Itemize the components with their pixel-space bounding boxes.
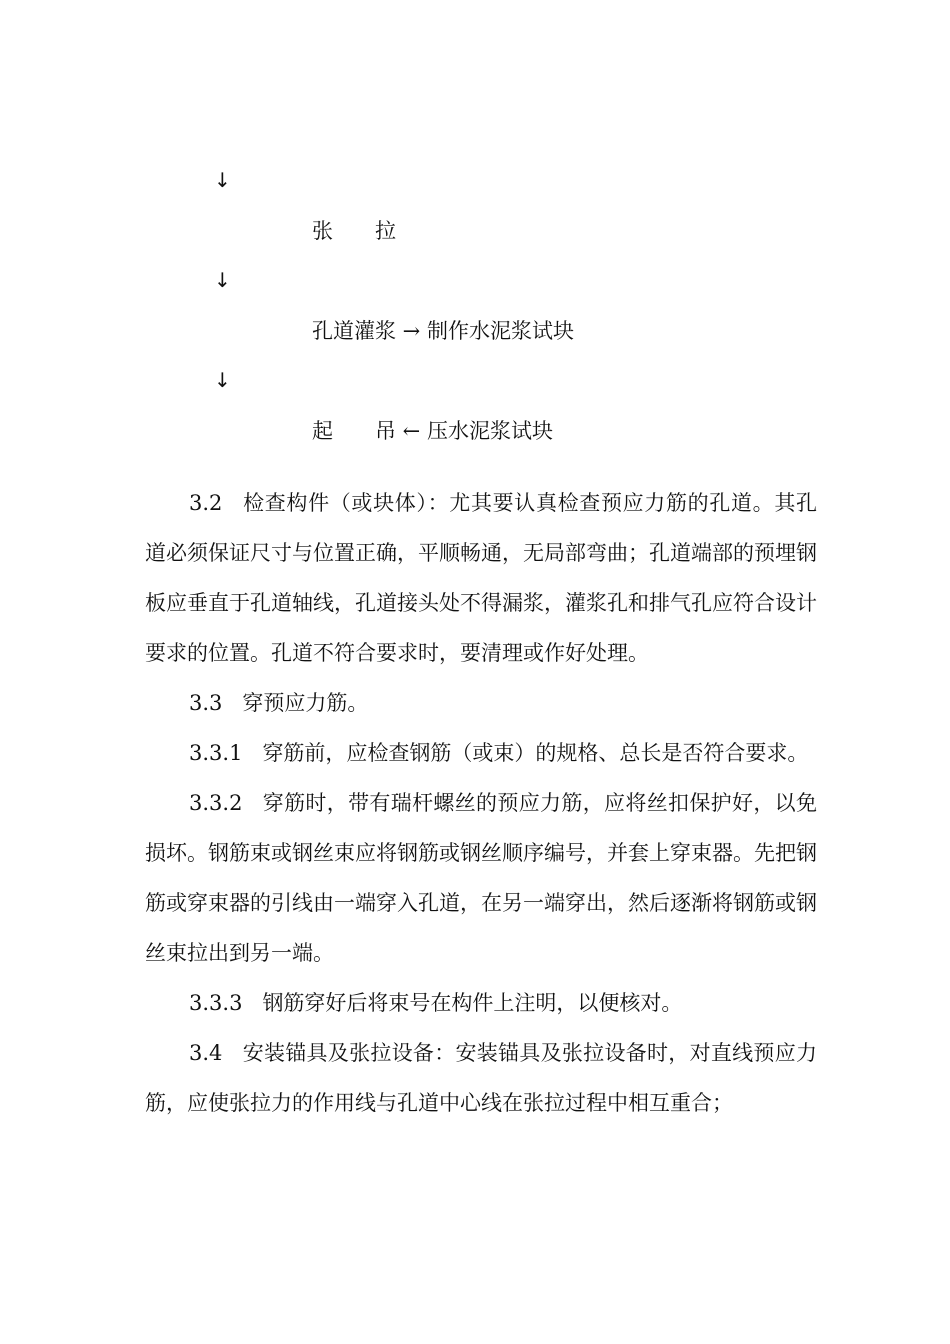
document-body — [145, 478, 817, 1128]
flow-step-lifting: 起 吊 ← 压水泥浆试块 — [312, 419, 553, 443]
down-arrow-icon: ↓ — [214, 168, 231, 192]
paragraph-text: 钢筋穿好后将束号在构件上注明，以便核对。 — [262, 991, 683, 1015]
section-number: 3.4 — [189, 1041, 223, 1065]
section-number: 3.3 — [189, 691, 223, 715]
paragraph-text: 穿筋时，带有瑞杆螺丝的预应力筋，应将丝扣保护好，以免损坏。钢筋束或钢丝束应将钢筋或钢丝顺序编号，并套上穿束器。先把钢筋或穿束器的引线由一端穿入孔道，在另一端穿出，然后逐渐将钢筋或钢丝束拉出到另一端。 — [145, 791, 817, 965]
paragraph — [145, 778, 817, 978]
paragraph — [145, 478, 817, 678]
paragraph-text: 穿筋前，应检查钢筋（或束）的规格、总长是否符合要求。 — [262, 741, 809, 765]
paragraph-text: 穿预应力筋。 — [242, 691, 369, 715]
paragraph-text: 安装锚具及张拉设备：安装锚具及张拉设备时，对直线预应力筋，应使张拉力的作用线与孔道中心线在张拉过程中相互重合； — [145, 1041, 817, 1115]
down-arrow-icon: ↓ — [214, 368, 231, 392]
down-arrow-icon: ↓ — [214, 268, 231, 292]
paragraph — [145, 978, 817, 1028]
paragraph — [145, 728, 817, 778]
flow-step-tension: 张 拉 — [312, 219, 396, 243]
paragraph — [145, 1028, 817, 1128]
section-number: 3.3.1 — [189, 741, 243, 765]
paragraph — [145, 678, 817, 728]
section-number: 3.3.3 — [189, 991, 243, 1015]
section-number: 3.3.2 — [189, 791, 243, 815]
flow-step-grouting: 孔道灌浆 → 制作水泥浆试块 — [312, 319, 574, 343]
paragraph-text: 检查构件（或块体）：尤其要认真检查预应力筋的孔道。其孔道必须保证尺寸与位置正确，平顺畅通，无局部弯曲；孔道端部的预埋钢板应垂直于孔道轴线，孔道接头处不得漏浆，灌浆孔和排气孔应符合设计要求的位置。孔道不符合要求时，要清理或作好处理。 — [145, 491, 817, 665]
section-number: 3.2 — [189, 491, 223, 515]
